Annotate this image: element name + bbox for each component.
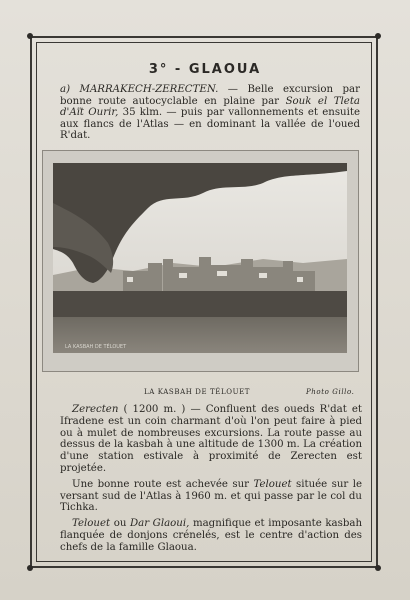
intro-text: — Belle excursion par bonne route autocyclable en plaine par (60, 84, 360, 107)
place-name: Souk el Tleta d'Aït Ourir, (60, 95, 360, 119)
paragraph-telouet (60, 518, 362, 553)
intro-text-2: 35 klm. — puis par vallonnements et ensuite aux flancs de l'Atlas — en dominant la vallée de l'oued R'dat. (60, 107, 360, 142)
photo-credit: Photo Gillo. (306, 388, 355, 396)
paragraph-text: ou (110, 518, 130, 530)
corner-ornament (27, 33, 33, 39)
paragraph-text: Une bonne route est achevée sur (72, 478, 254, 490)
place-name: Dar Glaoui, (129, 518, 190, 530)
body-text (60, 404, 362, 558)
intro-paragraph (60, 84, 360, 142)
paragraph-text: située sur le versant sud de l'Atlas à 1960 m. et qui passe par le col du Tichka. (60, 478, 362, 514)
route-heading: a) MARRAKECH-ZERECTEN. (60, 84, 219, 95)
section-title: 3° - GLAOUA (148, 62, 262, 77)
photo-inline-label: LA KASBAH DE TÉLOUET (65, 344, 127, 350)
photo-caption: LA KASBAH DE TÉLOUET (144, 388, 251, 396)
paragraph-text: magnifique et imposante kasbah flanquée de donjons crénelés, est le centre d'action des chefs de la famille Glaoua. (60, 518, 363, 553)
kasbah-photo (53, 163, 347, 353)
paragraph-text: ( 1200 m. ) — Confluent des oueds R'dat et Ifradene est un coin charmant d'où l'on peut faire à pied ou à mulet de nombreuses excursions. La route passe au dessus de la kasbah à une altitude de 1300 m. La création d'une station estivale à proximité de Zerecten est projetée. (60, 404, 362, 474)
place-name: Telouet (253, 478, 292, 490)
place-name: Telouet (72, 518, 111, 530)
photo-plate (42, 150, 359, 372)
paragraph-route (60, 479, 362, 514)
corner-ornament (375, 565, 381, 571)
paragraph-zerecten (60, 404, 362, 475)
corner-ornament (27, 565, 33, 571)
place-name: Zerecten (72, 404, 119, 415)
corner-ornament (375, 33, 381, 39)
photo-caption-row (0, 386, 410, 398)
